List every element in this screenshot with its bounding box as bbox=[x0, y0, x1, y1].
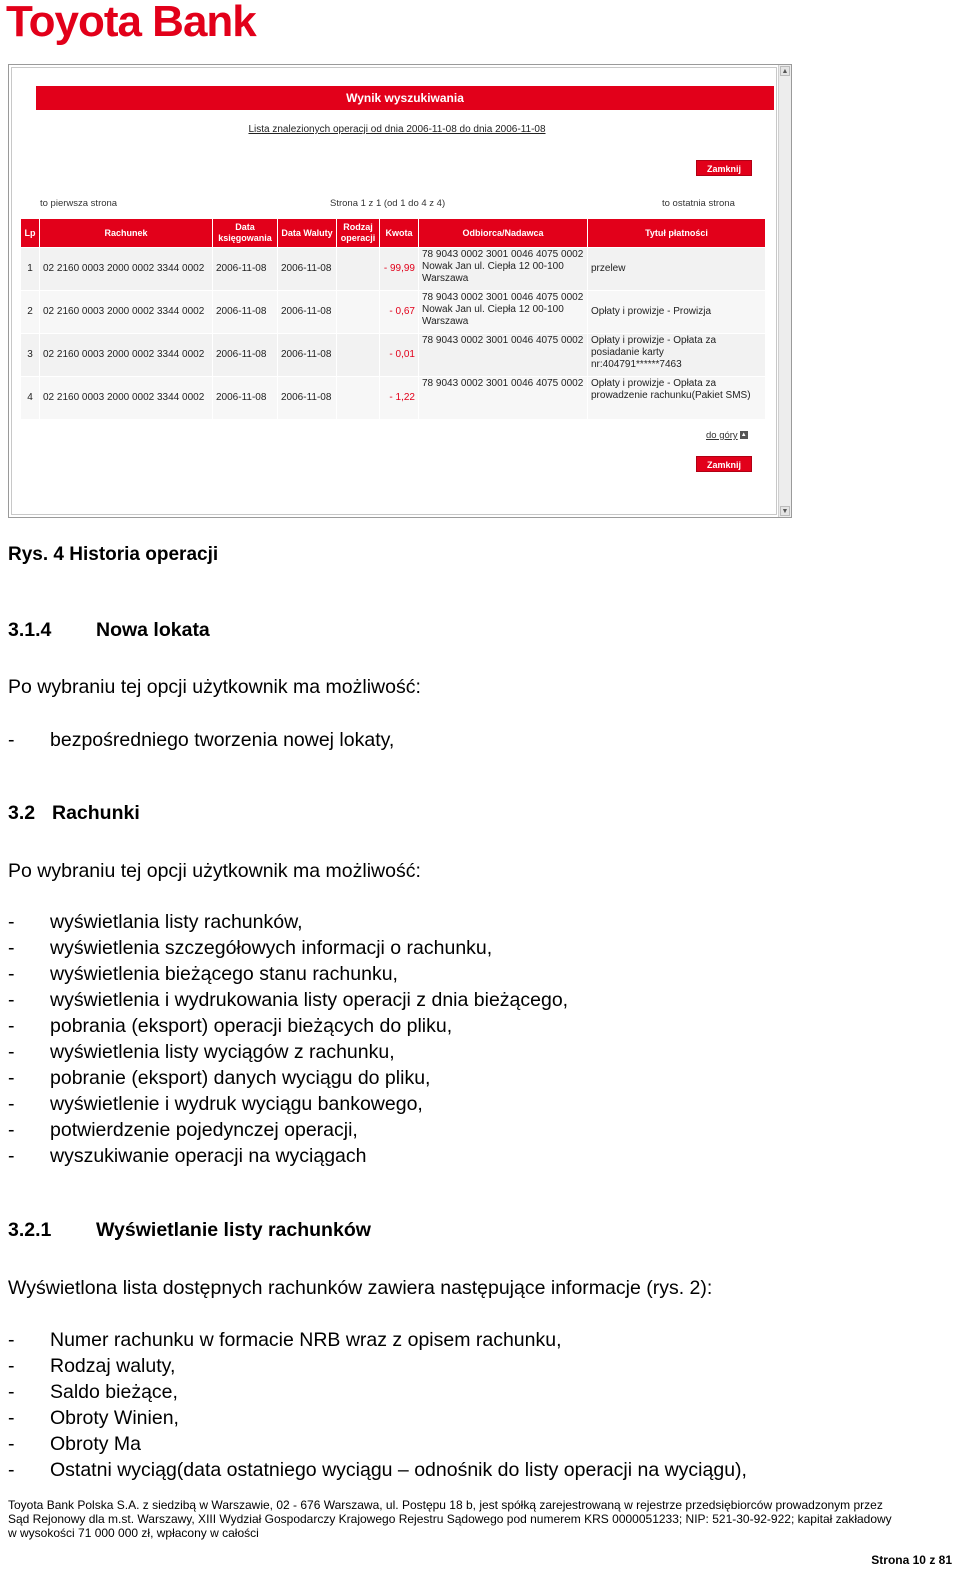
intro-text: Po wybraniu tej opcji użytkownik ma możliwość: bbox=[8, 860, 421, 882]
cell-value-date: 2006-11-08 bbox=[278, 334, 337, 377]
list-item: - wyświetlenie i wydruk wyciągu bankowego, bbox=[8, 1093, 423, 1115]
party-line: 78 9043 0002 3001 0046 4075 0002 bbox=[422, 378, 584, 389]
footer-line: Sąd Rejonowy dla m.st. Warszawy, XIII Wydział Gospodarczy Krajowego Rejestru Sądowego pod numerem KRS 0000051233; NIP: 521-30-92-922; kapitał zakładowy bbox=[8, 1512, 892, 1526]
heading-number: 3.1.4 bbox=[8, 619, 52, 641]
results-title: Wynik wyszukiwania bbox=[36, 86, 774, 110]
cell-title bbox=[588, 248, 766, 291]
cell-amount: - 99,99 bbox=[380, 248, 419, 291]
bank-logo: Toyota Bank bbox=[6, 0, 256, 46]
table-row bbox=[21, 248, 766, 291]
table-header-row bbox=[21, 219, 766, 248]
footer-line: w wysokości 71 000 000 zł, wpłacony w całości bbox=[8, 1526, 259, 1540]
title-line: nr:404791******7463 bbox=[591, 359, 682, 370]
cell-value-date: 2006-11-08 bbox=[278, 291, 337, 334]
cell-account: 02 2160 0003 2000 0002 3344 0002 bbox=[40, 377, 213, 420]
col-title[interactable]: Tytuł płatności bbox=[588, 219, 766, 248]
page-footer bbox=[8, 1498, 952, 1540]
party-line: 78 9043 0002 3001 0046 4075 0002 bbox=[422, 249, 584, 260]
title-line: Opłaty i prowizje - Opłata za bbox=[591, 378, 717, 389]
cell-party bbox=[419, 248, 588, 291]
party-line: Warszawa bbox=[422, 316, 469, 327]
cell-account: 02 2160 0003 2000 0002 3344 0002 bbox=[40, 248, 213, 291]
cell-booking-date: 2006-11-08 bbox=[213, 248, 278, 291]
table-row bbox=[21, 377, 766, 420]
cell-title bbox=[588, 377, 766, 420]
cell-type bbox=[337, 377, 380, 420]
cell-amount: - 0,01 bbox=[380, 334, 419, 377]
cell-booking-date: 2006-11-08 bbox=[213, 291, 278, 334]
list-item: - wyświetlania listy rachunków, bbox=[8, 911, 303, 933]
title-line: przelew bbox=[591, 263, 626, 274]
col-account[interactable]: Rachunek bbox=[40, 219, 213, 248]
col-party[interactable]: Odbiorca/Nadawca bbox=[419, 219, 588, 248]
cell-account: 02 2160 0003 2000 0002 3344 0002 bbox=[40, 334, 213, 377]
title-line: posiadanie karty bbox=[591, 347, 664, 358]
heading-number: 3.2.1 bbox=[8, 1219, 52, 1241]
cell-title bbox=[588, 291, 766, 334]
intro-text: Po wybraniu tej opcji użytkownik ma możliwość: bbox=[8, 676, 421, 698]
title-line: prowadzenie rachunku(Pakiet SMS) bbox=[591, 390, 751, 401]
list-item: - Obroty Ma bbox=[8, 1433, 142, 1455]
cell-account: 02 2160 0003 2000 0002 3344 0002 bbox=[40, 291, 213, 334]
operations-table bbox=[20, 218, 766, 420]
list-item: - wyświetlenia szczegółowych informacji o rachunku, bbox=[8, 937, 493, 959]
screenshot-viewport bbox=[11, 67, 777, 515]
figure-caption: Rys. 4 Historia operacji bbox=[8, 544, 219, 565]
list-item: - Saldo bieżące, bbox=[8, 1381, 178, 1403]
cell-type bbox=[337, 334, 380, 377]
nav-page-info: Strona 1 z 1 (od 1 do 4 z 4) bbox=[330, 198, 446, 209]
back-to-top-label: do góry bbox=[706, 430, 738, 441]
close-button-top[interactable]: Zamknij bbox=[696, 160, 752, 176]
list-item: - wyświetlenia bieżącego stanu rachunku, bbox=[8, 963, 398, 985]
party-line: Nowak Jan ul. Ciepła 12 00-100 bbox=[422, 304, 564, 315]
heading-3-2-1 bbox=[8, 1219, 371, 1242]
col-type[interactable]: Rodzaj operacji bbox=[337, 219, 380, 248]
heading-3-2 bbox=[8, 802, 140, 825]
col-booking-date[interactable]: Data księgowania bbox=[213, 219, 278, 248]
cell-type bbox=[337, 248, 380, 291]
cell-amount: - 0,67 bbox=[380, 291, 419, 334]
back-to-top-link[interactable] bbox=[706, 430, 748, 441]
list-item: - pobrania (eksport) operacji bieżących do pliku, bbox=[8, 1015, 453, 1037]
cell-party bbox=[419, 291, 588, 334]
cell-party bbox=[419, 377, 588, 420]
intro-text: Wyświetlona lista dostępnych rachunków zawiera następujące informacje (rys. 2): bbox=[8, 1277, 713, 1299]
party-line: 78 9043 0002 3001 0046 4075 0002 bbox=[422, 292, 584, 303]
title-line: Opłaty i prowizje - Prowizja bbox=[591, 306, 712, 317]
col-value-date[interactable]: Data Waluty bbox=[278, 219, 337, 248]
party-line: Nowak Jan ul. Ciepła 12 00-100 bbox=[422, 261, 564, 272]
nav-first-page[interactable]: to pierwsza strona bbox=[40, 198, 118, 209]
list-3-2-1 bbox=[8, 1327, 747, 1483]
list-3-2 bbox=[8, 909, 568, 1169]
list-item: - Numer rachunku w formacie NRB wraz z opisem rachunku, bbox=[8, 1329, 562, 1351]
list-3-1-4 bbox=[8, 727, 394, 753]
col-amount[interactable]: Kwota bbox=[380, 219, 419, 248]
scroll-up-icon[interactable]: ▲ bbox=[781, 68, 789, 75]
page-number: Strona 10 z 81 bbox=[871, 1553, 952, 1567]
list-item: - Obroty Winien, bbox=[8, 1407, 179, 1429]
cell-lp: 2 bbox=[21, 291, 40, 334]
scroll-down-icon[interactable]: ▼ bbox=[781, 508, 789, 515]
cell-lp: 1 bbox=[21, 248, 40, 291]
cell-type bbox=[337, 291, 380, 334]
search-results-screenshot bbox=[8, 64, 792, 518]
heading-3-1-4 bbox=[8, 619, 210, 642]
list-item: - wyświetlenia i wydrukowania listy operacji z dnia bieżącego, bbox=[8, 989, 569, 1011]
vertical-scrollbar[interactable] bbox=[778, 65, 791, 517]
heading-title: Rachunki bbox=[52, 802, 140, 824]
cell-value-date: 2006-11-08 bbox=[278, 248, 337, 291]
cell-booking-date: 2006-11-08 bbox=[213, 334, 278, 377]
table-row bbox=[21, 334, 766, 377]
heading-number: 3.2 bbox=[8, 802, 36, 824]
footer-line: Toyota Bank Polska S.A. z siedzibą w Warszawie, 02 - 676 Warszawa, ul. Postępu 18 b, jest spółką zarejestrowaną w rejestrze przedsiębiorców prowadzonym przez bbox=[8, 1498, 883, 1512]
party-line: 78 9043 0002 3001 0046 4075 0002 bbox=[422, 335, 584, 346]
list-item: - potwierdzenie pojedynczej operacji, bbox=[8, 1119, 358, 1141]
list-item: - bezpośredniego tworzenia nowej lokaty, bbox=[8, 729, 395, 751]
list-item: - Ostatni wyciąg(data ostatniego wyciągu – odnośnik do listy operacji na wyciągu), bbox=[8, 1459, 747, 1481]
heading-title: Wyświetlanie listy rachunków bbox=[96, 1219, 371, 1241]
party-line: Warszawa bbox=[422, 273, 469, 284]
arrow-up-icon: ▲ bbox=[740, 432, 747, 439]
cell-lp: 4 bbox=[21, 377, 40, 420]
heading-title: Nowa lokata bbox=[96, 619, 210, 641]
cell-amount: - 1,22 bbox=[380, 377, 419, 420]
cell-party bbox=[419, 334, 588, 377]
results-range: Lista znalezionych operacji od dnia 2006-11-08 do dnia 2006-11-08 bbox=[248, 124, 546, 135]
list-item: - Rodzaj waluty, bbox=[8, 1355, 176, 1377]
close-button-bottom[interactable]: Zamknij bbox=[696, 456, 752, 472]
title-line: Opłaty i prowizje - Opłata za bbox=[591, 335, 717, 346]
cell-title bbox=[588, 334, 766, 377]
table-row bbox=[21, 291, 766, 334]
list-item: - pobranie (eksport) danych wyciągu do pliku, bbox=[8, 1067, 431, 1089]
list-item: - wyświetlenia listy wyciągów z rachunku, bbox=[8, 1041, 395, 1063]
col-lp[interactable]: Lp bbox=[21, 219, 40, 248]
cell-booking-date: 2006-11-08 bbox=[213, 377, 278, 420]
cell-value-date: 2006-11-08 bbox=[278, 377, 337, 420]
cell-lp: 3 bbox=[21, 334, 40, 377]
list-item: - wyszukiwanie operacji na wyciągach bbox=[8, 1145, 367, 1167]
nav-last-page[interactable]: to ostatnia strona bbox=[662, 198, 735, 209]
